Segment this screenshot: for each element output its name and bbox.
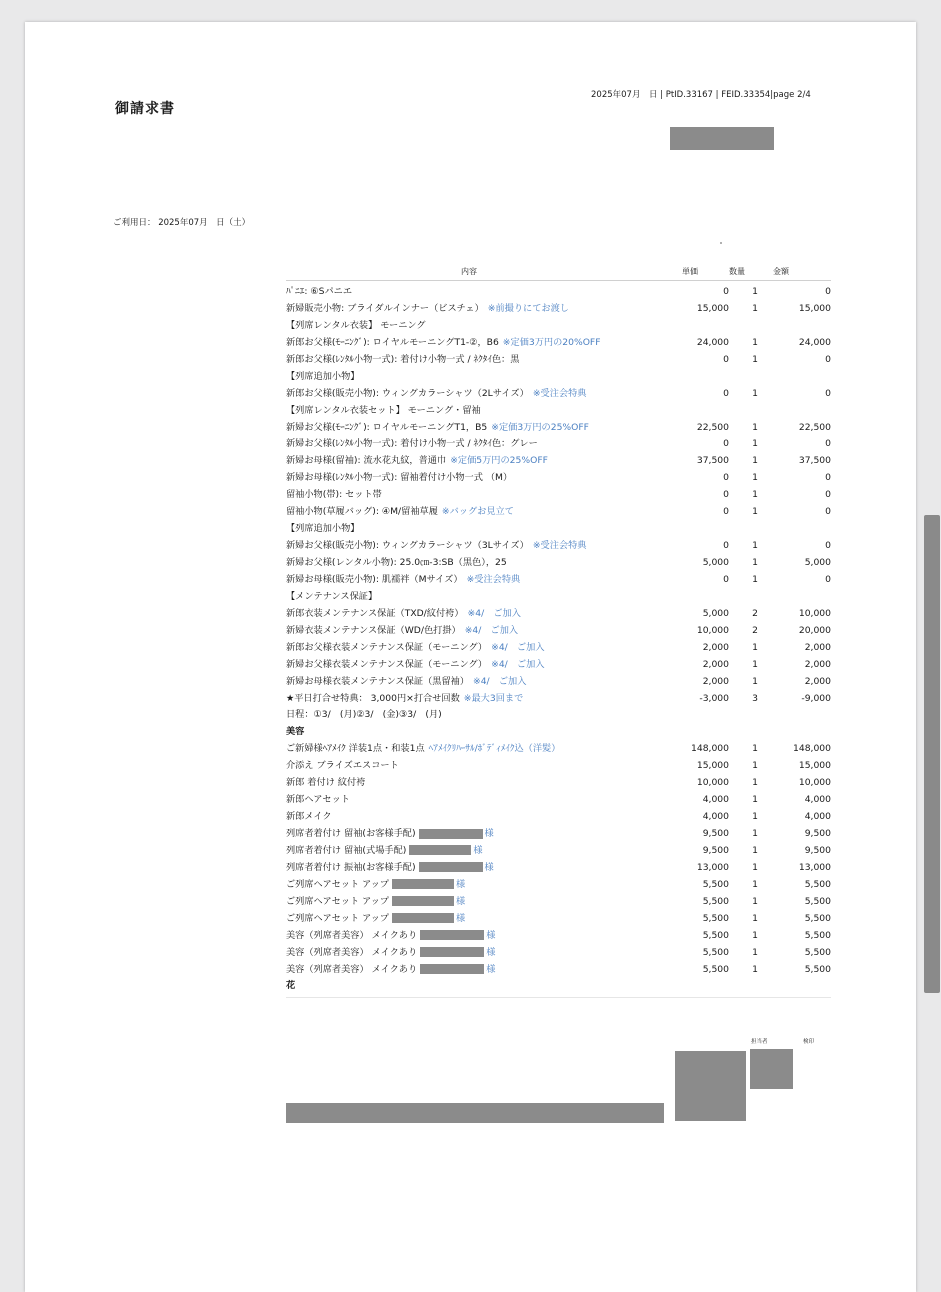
- row-unit-price: 0: [723, 353, 729, 365]
- row-description-text: 新郎お父様(ﾚﾝﾀﾙ小物一式): 着付け小物一式 / ﾈｸﾀｲ色：黒: [286, 353, 520, 365]
- row-note: ※4/ ご加入: [473, 675, 527, 687]
- row-description-text: 留袖小物(帯): セット帯: [286, 489, 382, 501]
- table-row: [286, 809, 831, 826]
- table-row: [286, 826, 831, 843]
- row-description-text: ★平日打合せ特典： 3,000円×打合せ回数: [286, 692, 460, 704]
- invoice-table-body: [286, 284, 831, 995]
- row-quantity: 1: [752, 336, 758, 348]
- row-description: [286, 775, 365, 792]
- row-unit-price: 4,000: [702, 811, 729, 823]
- row-amount: 5,500: [804, 963, 831, 975]
- speck: [720, 242, 722, 244]
- row-description: [286, 843, 483, 860]
- row-amount: 0: [825, 489, 831, 501]
- row-amount: 0: [825, 286, 831, 297]
- row-unit-price: 9,500: [702, 844, 729, 856]
- name-redaction: [420, 964, 484, 974]
- row-description-text: 花: [286, 980, 296, 992]
- row-quantity: 1: [752, 472, 758, 484]
- row-unit-price: -3,000: [699, 692, 729, 704]
- table-row: [286, 284, 831, 301]
- row-amount: 24,000: [798, 336, 831, 348]
- row-description-text: 美容（列席者美容） メイクあり: [286, 929, 418, 941]
- row-quantity: 1: [752, 506, 758, 518]
- row-unit-price: 0: [723, 489, 729, 501]
- row-description-text: 新郎 着付け 紋付袴: [286, 777, 366, 789]
- table-row: [286, 606, 831, 623]
- row-quantity: 1: [752, 963, 758, 975]
- row-description-text: 新婦お母様(ﾚﾝﾀﾙ小物一式): 留袖着付け小物一式 （M）: [286, 472, 513, 484]
- row-description-text: 【メンテナンス保証】: [286, 590, 378, 602]
- row-unit-price: 5,500: [702, 929, 729, 941]
- row-description: [286, 538, 586, 555]
- header-quantity: 数量: [729, 267, 745, 276]
- redaction-block: [286, 1103, 664, 1123]
- row-quantity: 1: [752, 455, 758, 467]
- table-row: [286, 962, 831, 979]
- table-row: [286, 572, 831, 589]
- redaction-block: [675, 1051, 746, 1121]
- row-unit-price: 0: [723, 540, 729, 552]
- row-amount: 0: [825, 438, 831, 450]
- row-amount: 0: [825, 353, 831, 365]
- table-row: [286, 911, 831, 928]
- table-row: [286, 487, 831, 504]
- row-description-text: 新婦お父様衣装メンテナンス保証（モーニング）: [286, 658, 488, 670]
- header-divider: [286, 280, 831, 281]
- row-quantity: 1: [752, 895, 758, 907]
- row-description-text: 列席者着付け 留袖(お客様手配): [286, 828, 416, 839]
- table-row: [286, 707, 831, 724]
- table-row: [286, 555, 831, 572]
- row-note: ※最大3回まで: [463, 692, 524, 704]
- name-redaction: [420, 947, 484, 957]
- table-row: [286, 640, 831, 657]
- row-description: [286, 792, 350, 809]
- row-unit-price: 5,500: [702, 946, 729, 958]
- row-amount: 2,000: [804, 641, 831, 653]
- row-quantity: 1: [752, 811, 758, 823]
- table-row: [286, 335, 831, 352]
- row-note: 様: [486, 963, 496, 975]
- header-info: 2025年07月 日 | PtID.33167 | FEID.33354|page 2/4: [591, 90, 811, 100]
- row-description: [286, 284, 352, 301]
- row-unit-price: 0: [723, 573, 729, 585]
- row-description-text: ご新婦様ﾍｱﾒｲｸ 洋装1点・和装1点: [286, 743, 425, 755]
- row-quantity: 1: [752, 912, 758, 924]
- row-amount: 5,500: [804, 878, 831, 890]
- table-row: [286, 674, 831, 691]
- row-unit-price: 13,000: [696, 861, 729, 873]
- row-amount: -9,000: [801, 692, 831, 704]
- row-amount: 20,000: [798, 624, 831, 636]
- table-row: [286, 843, 831, 860]
- row-description-text: 新婦お父様(レンタル小物): 25.0㎝-3:SB（黒色），25: [286, 557, 507, 568]
- header-unit-price: 単価: [682, 267, 698, 276]
- table-row: [286, 945, 831, 962]
- row-description-text: 新婦お母様(留袖): 流水花丸紋，普通巾: [286, 455, 447, 467]
- row-quantity: 1: [752, 861, 758, 873]
- row-note: 様: [484, 828, 494, 839]
- row-description-text: 【列席レンタル衣装】 モーニング: [286, 319, 426, 331]
- table-row: [286, 860, 831, 877]
- row-description: [286, 877, 465, 894]
- row-quantity: 1: [752, 794, 758, 806]
- row-quantity: 1: [752, 658, 758, 670]
- row-note: 様: [486, 946, 496, 958]
- row-amount: 0: [825, 573, 831, 585]
- row-description-text: 新郎お父様(販売小物): ウィングカラーシャツ（2Lサイズ）: [286, 387, 529, 399]
- row-quantity: 1: [752, 777, 758, 789]
- row-unit-price: 5,000: [702, 607, 729, 619]
- row-description: [286, 453, 548, 470]
- table-row: [286, 470, 831, 487]
- table-row: [286, 657, 831, 674]
- header-amount: 金額: [773, 267, 789, 276]
- row-description: [286, 691, 523, 708]
- table-row: [286, 301, 831, 318]
- row-description-text: 【列席レンタル衣装セット】 モーニング・留袖: [286, 404, 481, 416]
- name-redaction: [419, 862, 483, 872]
- row-quantity: 1: [752, 438, 758, 450]
- row-amount: 22,500: [798, 421, 831, 433]
- table-row: [286, 691, 831, 708]
- table-row: [286, 928, 831, 945]
- row-quantity: 2: [752, 607, 758, 619]
- row-amount: 13,000: [798, 861, 831, 873]
- row-description: [286, 724, 304, 741]
- document-title: 御請求書: [115, 101, 175, 117]
- row-note: 様: [473, 844, 483, 856]
- row-description: [286, 352, 519, 369]
- row-description-text: 日程：①3/ (月)②3/ (金)③3/ (月): [286, 709, 442, 721]
- row-note: ※受注会特典: [532, 387, 587, 399]
- table-row: [286, 318, 831, 335]
- row-description: [286, 369, 360, 386]
- row-note: ※定価3万円の25%OFF: [491, 421, 589, 433]
- row-description-text: 美容: [286, 726, 305, 738]
- row-note: ※定価5万円の25%OFF: [450, 455, 548, 467]
- row-description-text: 新郎お父様(ﾓｰﾆﾝｸﾞ): ロイヤルモーニングT1-②，B6: [286, 336, 499, 348]
- row-quantity: 1: [752, 302, 758, 314]
- row-amount: 10,000: [798, 777, 831, 789]
- row-note: ※定価3万円の20%OFF: [502, 336, 601, 348]
- row-description-text: 新婦衣装メンテナンス保証（WD/色打掛）: [286, 624, 461, 636]
- row-amount: 9,500: [804, 828, 831, 839]
- row-description-text: 新郎衣装メンテナンス保証（TXD/紋付袴）: [286, 607, 464, 619]
- row-amount: 5,500: [804, 895, 831, 907]
- row-unit-price: 10,000: [696, 624, 729, 636]
- row-note: 様: [455, 895, 466, 907]
- row-quantity: 3: [752, 692, 758, 704]
- row-note: ※4/ ご加入: [467, 607, 521, 619]
- section-heading: [286, 978, 831, 995]
- row-description-text: 新婦お父様(ﾓｰﾆﾝｸﾞ): ロイヤルモーニングT1，B5: [286, 421, 488, 433]
- row-description-text: 新婦お父様(販売小物): ウィングカラーシャツ（3Lサイズ）: [286, 540, 529, 552]
- row-description-text: 留袖小物(草履バッグ): ④M/留袖草履: [286, 506, 438, 518]
- row-amount: 0: [825, 506, 831, 518]
- row-quantity: 1: [752, 489, 758, 501]
- row-unit-price: 22,500: [696, 421, 729, 433]
- use-date: ご利用日： 2025年07月 日（土）: [113, 218, 251, 228]
- row-description-text: ご列席ヘアセット アップ: [286, 878, 389, 890]
- row-amount: 0: [825, 387, 831, 399]
- row-note: ※前撮りにてお渡し: [487, 302, 569, 314]
- table-row: [286, 741, 831, 758]
- row-description: [286, 420, 589, 437]
- name-redaction: [392, 913, 454, 923]
- row-description: [286, 674, 526, 691]
- table-row: [286, 792, 831, 809]
- row-description: [286, 623, 518, 640]
- table-row: [286, 623, 831, 640]
- row-description: [286, 911, 465, 928]
- row-amount: 15,000: [798, 760, 831, 772]
- row-amount: 10,000: [798, 607, 831, 619]
- row-description-text: 列席者着付け 振袖(お客様手配): [286, 861, 416, 873]
- row-description: [286, 386, 586, 403]
- row-unit-price: 24,000: [696, 336, 729, 348]
- row-description-text: 新婦販売小物: ブライダルインナー（ビスチェ）: [286, 302, 484, 314]
- row-description: [286, 335, 601, 352]
- row-description: [286, 657, 545, 674]
- row-note: 様: [455, 912, 466, 924]
- row-quantity: 1: [752, 675, 758, 687]
- row-quantity: 1: [752, 760, 758, 772]
- table-row: [286, 775, 831, 792]
- table-row: [286, 504, 831, 521]
- row-description: [286, 589, 377, 606]
- row-amount: 2,000: [804, 675, 831, 687]
- row-description-text: 新婦お母様(販売小物): 肌襦袢（Mサイズ）: [286, 573, 463, 585]
- redaction-block: [670, 127, 774, 150]
- header-desc: 内容: [461, 267, 477, 276]
- row-description-text: ご列席ヘアセット アップ: [286, 912, 389, 924]
- row-amount: 5,000: [804, 557, 831, 568]
- row-amount: 148,000: [793, 743, 831, 755]
- row-description: [286, 436, 538, 453]
- name-redaction: [392, 896, 454, 906]
- row-description-text: 【列席追加小物】: [286, 370, 360, 382]
- row-description: [286, 758, 399, 775]
- row-description: [286, 572, 520, 589]
- stamp-label-approval: 検印: [803, 1039, 815, 1045]
- row-amount: 37,500: [798, 455, 831, 467]
- table-row: [286, 538, 831, 555]
- row-description: [286, 487, 382, 504]
- row-quantity: 1: [752, 743, 758, 755]
- row-quantity: 1: [752, 878, 758, 890]
- row-quantity: 1: [752, 929, 758, 941]
- row-unit-price: 0: [723, 438, 729, 450]
- table-row: [286, 436, 831, 453]
- table-row: [286, 352, 831, 369]
- row-note: ※4/ ご加入: [491, 658, 545, 670]
- row-description: [286, 470, 512, 487]
- row-unit-price: 10,000: [696, 777, 729, 789]
- name-redaction: [419, 829, 483, 839]
- row-note: ※4/ ご加入: [464, 624, 519, 636]
- row-note: ※受注会特典: [466, 573, 521, 585]
- table-row: [286, 386, 831, 403]
- row-unit-price: 2,000: [702, 675, 729, 687]
- row-description-text: 新郎お父様衣装メンテナンス保証（モーニング）: [286, 641, 488, 653]
- row-amount: 4,000: [804, 794, 831, 806]
- row-description: [286, 978, 295, 995]
- row-description: [286, 403, 481, 420]
- row-description-text: 列席者着付け 留袖(式場手配): [286, 844, 407, 856]
- row-amount: 5,500: [804, 912, 831, 924]
- row-quantity: 2: [752, 624, 758, 636]
- row-description: [286, 894, 465, 911]
- row-description-text: ﾊﾟﾆｴ: ⑥Sパニエ: [286, 286, 353, 297]
- row-description-text: ご列席ヘアセット アップ: [286, 895, 389, 907]
- name-redaction: [420, 930, 484, 940]
- row-quantity: 1: [752, 353, 758, 365]
- row-unit-price: 37,500: [696, 455, 729, 467]
- name-redaction: [392, 879, 454, 889]
- row-unit-price: 148,000: [691, 743, 729, 755]
- row-quantity: 1: [752, 540, 758, 552]
- stamp-label-staff: 担当者: [751, 1039, 768, 1045]
- row-description-text: 新婦お母様衣装メンテナンス保証（黒留袖）: [286, 675, 470, 687]
- table-row: [286, 589, 831, 606]
- row-unit-price: 0: [723, 286, 729, 297]
- row-note: ※受注会特典: [532, 540, 587, 552]
- row-description: [286, 860, 494, 877]
- row-amount: 5,500: [804, 946, 831, 958]
- row-amount: 2,000: [804, 658, 831, 670]
- row-description-text: 【列席追加小物】: [286, 523, 360, 535]
- row-unit-price: 15,000: [696, 760, 729, 772]
- row-description: [286, 606, 521, 623]
- row-note: ※バッグお見立て: [441, 506, 514, 518]
- row-description: [286, 640, 545, 657]
- table-row: [286, 894, 831, 911]
- row-description: [286, 555, 507, 572]
- section-heading: [286, 724, 831, 741]
- row-description: [286, 826, 494, 843]
- row-unit-price: 5,500: [702, 963, 729, 975]
- row-unit-price: 5,500: [702, 878, 729, 890]
- row-description: [286, 945, 495, 962]
- scrollbar-thumb[interactable]: [924, 515, 940, 993]
- row-quantity: 1: [752, 641, 758, 653]
- table-row: [286, 521, 831, 538]
- name-redaction: [409, 845, 471, 855]
- row-unit-price: 5,000: [702, 557, 729, 568]
- row-description: [286, 741, 560, 758]
- row-unit-price: 2,000: [702, 641, 729, 653]
- row-unit-price: 0: [723, 472, 729, 484]
- row-note: 様: [486, 929, 496, 941]
- table-row: [286, 453, 831, 470]
- row-amount: 0: [825, 540, 831, 552]
- row-description-text: 新婦お父様(ﾚﾝﾀﾙ小物一式): 着付け小物一式 / ﾈｸﾀｲ色：グレー: [286, 438, 538, 450]
- redaction-block: [750, 1049, 793, 1089]
- row-note: 様: [455, 878, 466, 890]
- row-note: ※4/ ご加入: [491, 641, 545, 653]
- row-description-text: 美容（列席者美容） メイクあり: [286, 946, 418, 958]
- row-unit-price: 15,000: [696, 302, 729, 314]
- row-unit-price: 4,000: [702, 794, 729, 806]
- row-unit-price: 0: [723, 506, 729, 518]
- row-quantity: 1: [752, 573, 758, 585]
- row-unit-price: 5,500: [702, 895, 729, 907]
- row-quantity: 1: [752, 844, 758, 856]
- row-amount: 4,000: [804, 811, 831, 823]
- row-description-text: 新郎ヘアセット: [286, 794, 350, 806]
- row-amount: 15,000: [798, 302, 831, 314]
- row-description: [286, 318, 426, 335]
- row-quantity: 1: [752, 286, 758, 297]
- row-description-text: 美容（列席者美容） メイクあり: [286, 963, 418, 975]
- table-row: [286, 877, 831, 894]
- row-description-text: 新郎メイク: [286, 811, 332, 823]
- row-description: [286, 809, 332, 826]
- row-description: [286, 962, 495, 979]
- row-unit-price: 0: [723, 387, 729, 399]
- row-description: [286, 707, 442, 724]
- row-quantity: 1: [752, 557, 758, 568]
- table-row: [286, 403, 831, 420]
- row-note: 様: [484, 861, 494, 873]
- row-description: [286, 504, 514, 521]
- row-description: [286, 301, 569, 318]
- row-description: [286, 521, 360, 538]
- row-amount: 5,500: [804, 929, 831, 941]
- row-unit-price: 5,500: [702, 912, 729, 924]
- row-quantity: 1: [752, 828, 758, 839]
- table-bottom-divider: [286, 997, 831, 998]
- row-unit-price: 9,500: [702, 828, 729, 839]
- table-row: [286, 420, 831, 437]
- row-amount: 9,500: [804, 844, 831, 856]
- row-unit-price: 2,000: [702, 658, 729, 670]
- row-quantity: 1: [752, 387, 758, 399]
- invoice-page: [25, 22, 916, 1292]
- table-row: [286, 758, 831, 775]
- row-note: ﾍｱﾒｲｸﾘﾊｰｻﾙ/ﾎﾞﾃﾞｨﾒｲｸ込（洋髪）: [428, 743, 561, 755]
- row-amount: 0: [825, 472, 831, 484]
- row-description: [286, 928, 495, 945]
- row-description-text: 介添え ブライズエスコート: [286, 760, 399, 772]
- row-quantity: 1: [752, 946, 758, 958]
- row-quantity: 1: [752, 421, 758, 433]
- table-row: [286, 369, 831, 386]
